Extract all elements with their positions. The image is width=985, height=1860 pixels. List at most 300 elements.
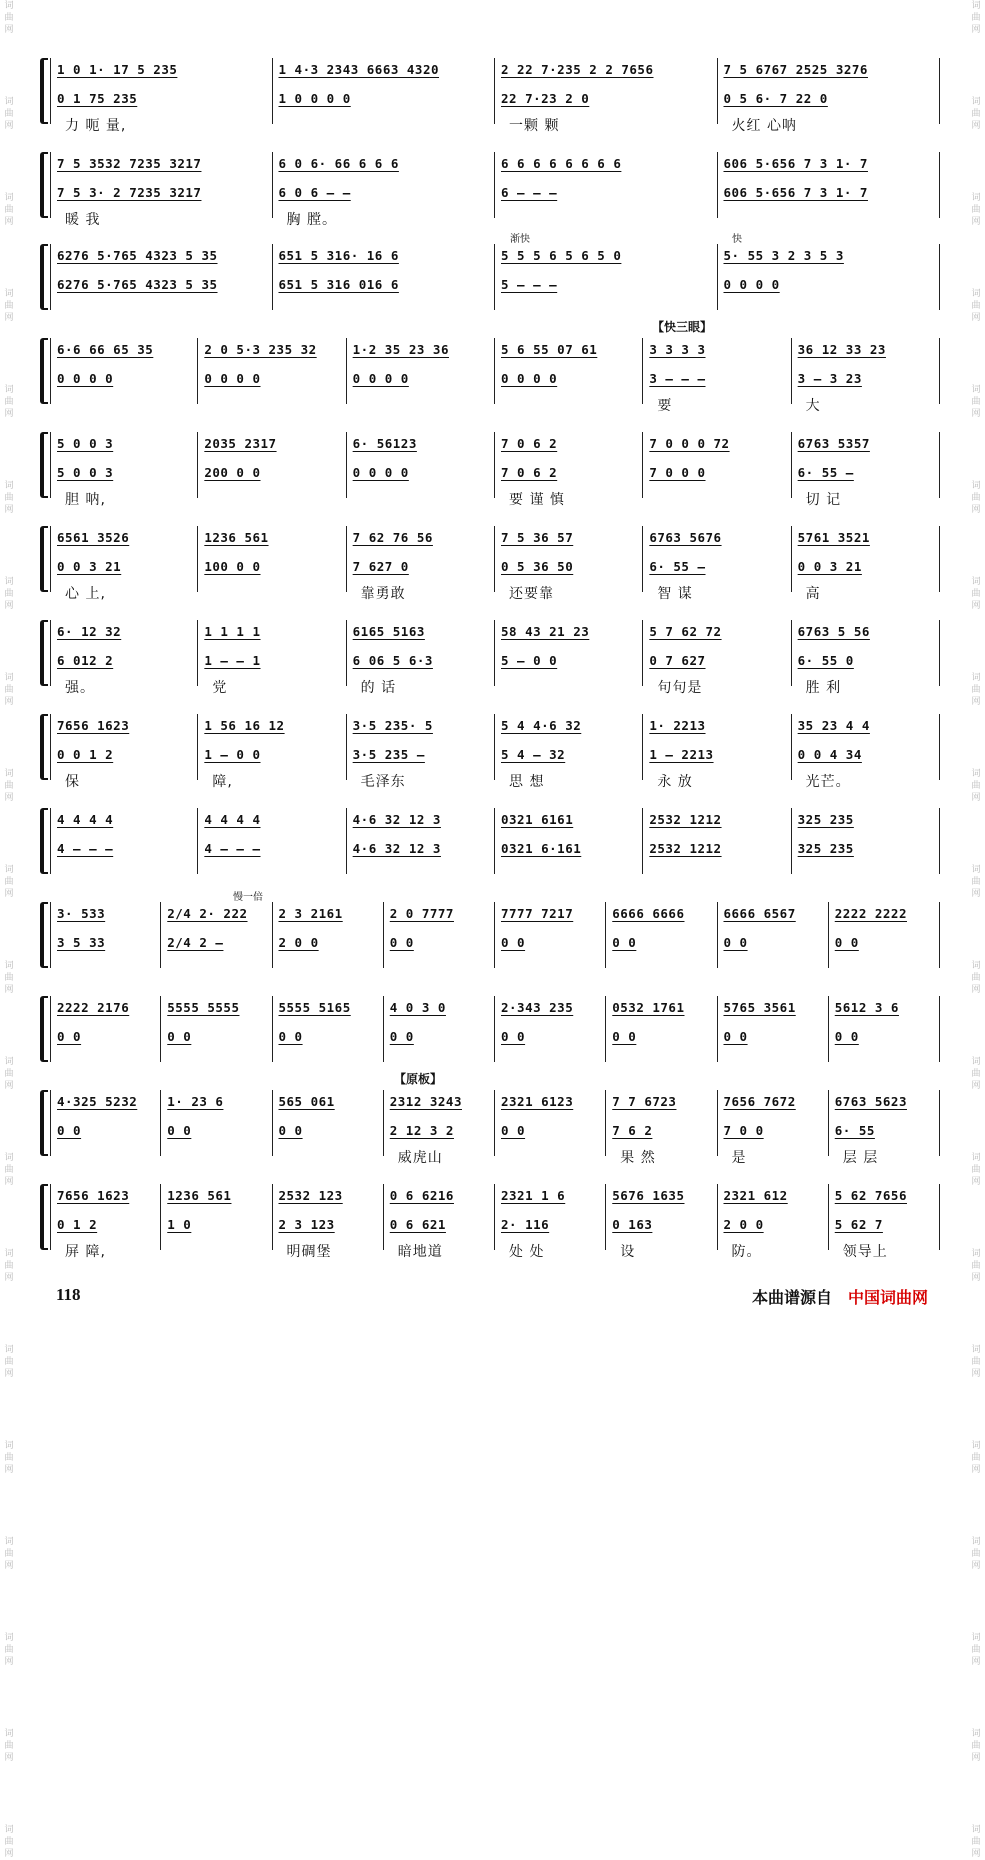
upper-part-notes: 6561 3526 <box>57 530 130 545</box>
lower-part-notes: 0 0 <box>834 935 859 950</box>
lyrics-text: 切 记 <box>805 492 842 508</box>
measure <box>495 1184 606 1260</box>
upper-part-notes: 7656 7672 <box>723 1094 796 1109</box>
right-watermark-strip <box>969 0 983 1859</box>
upper-part-notes: 2321 612 <box>723 1188 788 1203</box>
measure <box>161 1090 272 1156</box>
watermark-text: 词曲网 <box>4 97 14 131</box>
system-brace <box>40 244 48 310</box>
lyrics-text: 永 放 <box>657 774 693 790</box>
lower-part-notes: 5 — — — <box>501 277 558 292</box>
lower-part-notes: 2 3 123 <box>278 1217 335 1232</box>
upper-part-notes: 6666 6567 <box>723 906 796 921</box>
system-brace <box>40 526 48 592</box>
lower-part-notes: 7 0 0 0 <box>649 465 706 480</box>
lyrics-text: 明碉堡 <box>286 1244 332 1260</box>
left-watermark-strip <box>2 0 16 1859</box>
upper-part-notes: 6· 56123 <box>352 436 417 451</box>
watermark-text: 词曲网 <box>971 1825 981 1859</box>
measure <box>50 996 161 1062</box>
lyrics-text: 威虎山 <box>397 1150 443 1166</box>
lower-part-notes: 0 0 <box>723 1029 748 1044</box>
score-system <box>40 234 940 312</box>
measure <box>606 1090 717 1166</box>
measure <box>198 338 346 404</box>
upper-part-notes: 5 5 5 6 5 6 5 0 <box>501 248 622 263</box>
lower-part-notes: 0 0 <box>612 935 637 950</box>
measure <box>161 1184 272 1250</box>
lower-part-notes: 0 0 <box>278 1029 303 1044</box>
upper-part-notes: 5· 55 3 2 3 5 3 <box>723 248 844 263</box>
lyrics-text: 胜 利 <box>805 680 842 696</box>
measure <box>606 1184 717 1260</box>
section-marking: 【原板】 <box>394 1072 443 1086</box>
upper-part-notes: 5 0 0 3 <box>57 436 114 451</box>
upper-part-notes: 6·6 66 65 35 <box>57 342 154 357</box>
upper-part-notes: 6763 5 56 <box>797 624 870 639</box>
lyrics-text: 障, <box>212 774 233 790</box>
lyrics-text: 心 上, <box>65 586 106 602</box>
lyrics-text: 领导上 <box>842 1244 888 1260</box>
lower-part-notes: 606 5·656 7 3 1· 7 <box>723 185 868 200</box>
system-brace <box>40 1090 48 1156</box>
watermark-text: 词曲网 <box>4 769 14 803</box>
score-system <box>40 432 940 508</box>
system-brace <box>40 808 48 874</box>
watermark-text: 词曲网 <box>4 1441 14 1475</box>
measure <box>829 902 940 968</box>
upper-part-notes: 6· 12 32 <box>57 624 122 639</box>
lower-part-notes: 0 0 <box>57 1029 82 1044</box>
upper-part-notes: 7 5 36 57 <box>501 530 574 545</box>
watermark-text: 词曲网 <box>971 865 981 899</box>
lower-part-notes: 1 — 0 0 <box>204 747 261 762</box>
watermark-text: 词曲网 <box>4 1249 14 1283</box>
upper-part-notes: 6763 5676 <box>649 530 722 545</box>
lyrics-text: 屏 障, <box>65 1244 106 1260</box>
upper-part-notes: 325 235 <box>797 812 854 827</box>
measure <box>347 714 495 790</box>
upper-part-notes: 1 4·3 2343 6663 4320 <box>278 62 440 77</box>
watermark-text: 词曲网 <box>4 289 14 323</box>
measure <box>273 58 496 124</box>
watermark-text: 词曲网 <box>971 1249 981 1283</box>
lower-part-notes: 0 1 2 <box>57 1217 98 1232</box>
lower-part-notes: 7 5 3· 2 7235 3217 <box>57 185 202 200</box>
measure <box>643 526 791 602</box>
measure <box>161 902 272 968</box>
upper-part-notes: 5 4 4·6 32 <box>501 718 582 733</box>
tempo-marking: 渐快 <box>510 234 530 245</box>
watermark-text: 词曲网 <box>971 1153 981 1187</box>
measure <box>643 432 791 498</box>
lyrics-text: 层 层 <box>842 1150 879 1166</box>
measure <box>198 526 346 592</box>
watermark-text: 词曲网 <box>4 1345 14 1379</box>
upper-part-notes: 1236 561 <box>204 530 269 545</box>
lower-part-notes: 6 — — — <box>501 185 558 200</box>
lyrics-text: 光芒。 <box>805 774 851 790</box>
lower-part-notes: 0 0 0 0 <box>501 371 558 386</box>
measure <box>495 152 718 218</box>
watermark-text: 词曲网 <box>4 1153 14 1187</box>
measure <box>273 152 496 228</box>
upper-part-notes: 6 0 6· 66 6 6 6 <box>278 156 399 171</box>
watermark-text: 词曲网 <box>971 385 981 419</box>
upper-part-notes: 1· 2213 <box>649 718 706 733</box>
lower-part-notes: 2/4 2 — <box>167 935 224 950</box>
measure <box>643 620 791 696</box>
measure <box>495 996 606 1062</box>
lower-part-notes: 4·6 32 12 3 <box>352 841 441 856</box>
measure <box>495 902 606 968</box>
tempo-marking: 快 <box>732 234 742 245</box>
watermark-text: 词曲网 <box>4 1825 14 1859</box>
watermark-text: 词曲网 <box>4 1 14 35</box>
lyrics-text: 句句是 <box>657 680 703 696</box>
upper-part-notes: 5612 3 6 <box>834 1000 899 1015</box>
upper-part-notes: 7656 1623 <box>57 1188 130 1203</box>
upper-part-notes: 651 5 316· 16 6 <box>278 248 399 263</box>
lower-part-notes: 100 0 0 <box>204 559 261 574</box>
lyrics-text: 靠勇敢 <box>360 586 406 602</box>
watermark-text: 词曲网 <box>4 673 14 707</box>
measure <box>792 620 940 696</box>
measure <box>792 432 940 508</box>
lyrics-text: 智 谋 <box>657 586 693 602</box>
score-system <box>40 320 940 414</box>
lower-part-notes: 5 — 0 0 <box>501 653 558 668</box>
upper-part-notes: 7 7 6723 <box>612 1094 677 1109</box>
measure <box>384 1184 495 1260</box>
system-brace <box>40 58 48 124</box>
measure <box>273 244 496 310</box>
measure <box>198 620 346 696</box>
measure <box>50 1090 161 1156</box>
measure <box>718 1184 829 1260</box>
score-system <box>40 1184 940 1260</box>
lyrics-text: 设 <box>620 1244 636 1260</box>
lower-part-notes: 0 0 0 0 <box>57 371 114 386</box>
measure <box>829 1090 940 1166</box>
watermark-text: 词曲网 <box>4 481 14 515</box>
upper-part-notes: 2 0 5·3 235 32 <box>204 342 317 357</box>
watermark-text: 词曲网 <box>971 673 981 707</box>
measure <box>718 902 829 968</box>
lyrics-text: 强。 <box>65 680 95 696</box>
measure <box>792 338 940 414</box>
lower-part-notes: 0 0 0 0 <box>204 371 261 386</box>
measure <box>829 1184 940 1260</box>
lyrics-text: 还要靠 <box>509 586 554 602</box>
lower-part-notes: 0 0 0 0 <box>352 465 409 480</box>
watermark-text: 词曲网 <box>971 1 981 35</box>
watermark-text: 词曲网 <box>971 1345 981 1379</box>
measure <box>50 152 273 228</box>
lower-part-notes: 6276 5·765 4323 5 35 <box>57 277 218 292</box>
lower-part-notes: 6· 55 — <box>649 559 706 574</box>
lower-part-notes: 0 0 4 34 <box>797 747 862 762</box>
upper-part-notes: 3· 533 <box>57 906 106 921</box>
lyrics-text: 处 处 <box>509 1244 545 1260</box>
upper-part-notes: 4·6 32 12 3 <box>352 812 441 827</box>
upper-part-notes: 2312 3243 <box>389 1094 462 1109</box>
upper-part-notes: 0321 6161 <box>501 812 574 827</box>
system-brace <box>40 902 48 968</box>
site-name-link[interactable]: 中国词曲网 <box>848 1288 929 1307</box>
lower-part-notes: 3 5 33 <box>57 935 106 950</box>
lower-part-notes: 0 1 75 235 <box>57 91 138 106</box>
upper-part-notes: 4 4 4 4 <box>57 812 114 827</box>
score-system <box>40 892 940 970</box>
lower-part-notes: 7 0 0 <box>723 1123 764 1138</box>
measure <box>50 338 198 404</box>
lyrics-text: 毛泽东 <box>360 774 406 790</box>
lower-part-notes: 2· 116 <box>501 1217 550 1232</box>
lyrics-text: 一颗 颗 <box>509 118 560 134</box>
upper-part-notes: 7 5 6767 2525 3276 <box>723 62 868 77</box>
lower-part-notes: 0 0 <box>501 1123 526 1138</box>
lyrics-text: 保 <box>65 774 80 790</box>
measure <box>495 244 718 310</box>
lower-part-notes: 0 0 <box>501 1029 526 1044</box>
upper-part-notes: 6276 5·765 4323 5 35 <box>57 248 218 263</box>
upper-part-notes: 2/4 2· 222 <box>167 906 248 921</box>
lower-part-notes: 1 — 2213 <box>649 747 714 762</box>
system-brace <box>40 620 48 686</box>
lower-part-notes: 3·5 235 — <box>352 747 425 762</box>
lower-part-notes: 5 62 7 <box>834 1217 883 1232</box>
lyrics-text: 火红 心呐 <box>731 118 797 134</box>
measure <box>792 526 940 602</box>
system-brace <box>40 996 48 1062</box>
lower-part-notes: 6 012 2 <box>57 653 114 668</box>
measure <box>198 714 346 790</box>
measure <box>273 902 384 968</box>
lower-part-notes: 2532 1212 <box>649 841 722 856</box>
lyrics-text: 高 <box>805 586 821 602</box>
lower-part-notes: 0 7 627 <box>649 653 706 668</box>
section-marking: 【快三眼】 <box>652 320 713 334</box>
measure <box>495 1090 606 1156</box>
watermark-text: 词曲网 <box>971 97 981 131</box>
lower-part-notes: 0 163 <box>612 1217 653 1232</box>
measure <box>347 808 495 874</box>
score-system <box>40 1072 940 1166</box>
measure <box>347 432 495 498</box>
lower-part-notes: 0 0 3 21 <box>797 559 862 574</box>
lower-part-notes: 1 0 0 0 0 <box>278 91 351 106</box>
lower-part-notes: 0 0 <box>278 1123 303 1138</box>
lower-part-notes: 6 0 6 — — <box>278 185 351 200</box>
lower-part-notes: 200 0 0 <box>204 465 261 480</box>
lyrics-text: 党 <box>212 680 228 696</box>
upper-part-notes: 565 061 <box>278 1094 335 1109</box>
watermark-text: 词曲网 <box>4 865 14 899</box>
watermark-text: 词曲网 <box>971 1057 981 1091</box>
lower-part-notes: 3 — — — <box>649 371 706 386</box>
upper-part-notes: 2321 1 6 <box>501 1188 566 1203</box>
measure <box>718 244 941 310</box>
lower-part-notes: 7 6 2 <box>612 1123 653 1138</box>
upper-part-notes: 58 43 21 23 <box>501 624 590 639</box>
measure <box>50 244 273 310</box>
lyrics-text: 要 <box>657 398 673 414</box>
lower-part-notes: 0 6 621 <box>389 1217 446 1232</box>
upper-part-notes: 7 0 6 2 <box>501 436 558 451</box>
upper-part-notes: 3·5 235· 5 <box>352 718 433 733</box>
watermark-text: 词曲网 <box>971 481 981 515</box>
upper-part-notes: 0 6 6216 <box>389 1188 454 1203</box>
watermark-text: 词曲网 <box>971 193 981 227</box>
measure <box>273 1184 384 1260</box>
measure <box>50 714 198 790</box>
upper-part-notes: 1 0 1· 17 5 235 <box>57 62 178 77</box>
upper-part-notes: 6763 5357 <box>797 436 870 451</box>
page-number: 118 <box>56 1285 81 1304</box>
lower-part-notes: 5 0 0 3 <box>57 465 114 480</box>
measure <box>347 620 495 696</box>
measure <box>50 1184 161 1260</box>
upper-part-notes: 1 56 16 12 <box>204 718 285 733</box>
measure <box>50 432 198 508</box>
watermark-text: 词曲网 <box>4 385 14 419</box>
system-brace <box>40 714 48 780</box>
score-system <box>40 714 940 790</box>
upper-part-notes: 2532 1212 <box>649 812 722 827</box>
score-system <box>40 58 940 134</box>
upper-part-notes: 5 6 55 07 61 <box>501 342 598 357</box>
lyrics-text: 要 谨 慎 <box>509 492 565 508</box>
lower-part-notes: 651 5 316 016 6 <box>278 277 399 292</box>
lower-part-notes: 7 0 6 2 <box>501 465 558 480</box>
lower-part-notes: 0 0 <box>723 935 748 950</box>
upper-part-notes: 7 5 3532 7235 3217 <box>57 156 202 171</box>
lyrics-text: 是 <box>731 1150 747 1166</box>
lower-part-notes: 0 0 <box>612 1029 637 1044</box>
upper-part-notes: 5 62 7656 <box>834 1188 907 1203</box>
lower-part-notes: 1 0 <box>167 1217 192 1232</box>
measure <box>718 58 941 134</box>
upper-part-notes: 7 62 76 56 <box>352 530 433 545</box>
lower-part-notes: 0 0 <box>389 1029 414 1044</box>
upper-part-notes: 7 0 0 0 72 <box>649 436 730 451</box>
upper-part-notes: 4·325 5232 <box>57 1094 138 1109</box>
lower-part-notes: 0 0 <box>57 1123 82 1138</box>
upper-part-notes: 1·2 35 23 36 <box>352 342 449 357</box>
measure <box>829 996 940 1062</box>
upper-part-notes: 3 3 3 3 <box>649 342 706 357</box>
upper-part-notes: 5676 1635 <box>612 1188 685 1203</box>
measure <box>161 996 272 1062</box>
upper-part-notes: 6165 5163 <box>352 624 425 639</box>
lower-part-notes: 3 — 3 23 <box>797 371 862 386</box>
upper-part-notes: 1236 561 <box>167 1188 232 1203</box>
lower-part-notes: 0 0 <box>167 1029 192 1044</box>
upper-part-notes: 36 12 33 23 <box>797 342 886 357</box>
lower-part-notes: 0 0 0 0 <box>352 371 409 386</box>
measure <box>495 338 643 404</box>
measure <box>495 620 643 686</box>
lyrics-text: 暗地道 <box>397 1244 443 1260</box>
upper-part-notes: 2 0 7777 <box>389 906 454 921</box>
upper-part-notes: 4 4 4 4 <box>204 812 261 827</box>
measure <box>792 714 940 790</box>
measure <box>50 526 198 602</box>
watermark-text: 词曲网 <box>4 1729 14 1763</box>
upper-part-notes: 6666 6666 <box>612 906 685 921</box>
measure <box>495 526 643 602</box>
system-brace <box>40 152 48 218</box>
lower-part-notes: 0 5 6· 7 22 0 <box>723 91 828 106</box>
measure <box>606 996 717 1062</box>
lower-part-notes: 2 0 0 <box>278 935 319 950</box>
upper-part-notes: 1· 23 6 <box>167 1094 224 1109</box>
score-system <box>40 996 940 1064</box>
upper-part-notes: 35 23 4 4 <box>797 718 870 733</box>
measure <box>718 152 941 218</box>
source-footer <box>752 1285 928 1308</box>
system-brace <box>40 1184 48 1250</box>
upper-part-notes: 0532 1761 <box>612 1000 685 1015</box>
lower-part-notes: 22 7·23 2 0 <box>501 91 590 106</box>
lower-part-notes: 7 627 0 <box>352 559 409 574</box>
lower-part-notes: 4 — — — <box>57 841 114 856</box>
lower-part-notes: 0 0 1 2 <box>57 747 114 762</box>
score-system <box>40 152 940 228</box>
upper-part-notes: 2222 2222 <box>834 906 907 921</box>
watermark-text: 词曲网 <box>4 193 14 227</box>
upper-part-notes: 4 0 3 0 <box>389 1000 446 1015</box>
upper-part-notes: 2222 2176 <box>57 1000 130 1015</box>
watermark-text: 词曲网 <box>971 1633 981 1667</box>
lower-part-notes: 4 — — — <box>204 841 261 856</box>
lower-part-notes: 1 — — 1 <box>204 653 261 668</box>
watermark-text: 词曲网 <box>4 1537 14 1571</box>
upper-part-notes: 2321 6123 <box>501 1094 574 1109</box>
measure <box>347 526 495 602</box>
measure <box>50 808 198 874</box>
lower-part-notes: 6· 55 <box>834 1123 875 1138</box>
lyrics-text: 力 呃 量, <box>65 118 127 134</box>
score-system <box>40 526 940 602</box>
lower-part-notes: 0 5 36 50 <box>501 559 574 574</box>
watermark-text: 词曲网 <box>4 1633 14 1667</box>
lyrics-text: 暖 我 <box>65 212 101 228</box>
measure <box>495 58 718 134</box>
measure <box>273 996 384 1062</box>
measure <box>606 902 717 968</box>
lower-part-notes: 6 06 5 6·3 <box>352 653 433 668</box>
upper-part-notes: 7777 7217 <box>501 906 574 921</box>
watermark-text: 词曲网 <box>971 1537 981 1571</box>
watermark-text: 词曲网 <box>971 1729 981 1763</box>
upper-part-notes: 2035 2317 <box>204 436 277 451</box>
measure <box>198 808 346 874</box>
lower-part-notes: 6· 55 — <box>797 465 854 480</box>
lower-part-notes: 0 0 <box>167 1123 192 1138</box>
watermark-text: 词曲网 <box>971 289 981 323</box>
lyrics-text: 果 然 <box>620 1150 656 1166</box>
measure <box>792 808 940 874</box>
measure <box>50 620 198 696</box>
measure <box>718 1090 829 1166</box>
measure <box>50 902 161 968</box>
watermark-text: 词曲网 <box>4 1057 14 1091</box>
lower-part-notes: 2 0 0 <box>723 1217 764 1232</box>
measure <box>198 432 346 498</box>
lower-part-notes: 0 0 0 0 <box>723 277 780 292</box>
